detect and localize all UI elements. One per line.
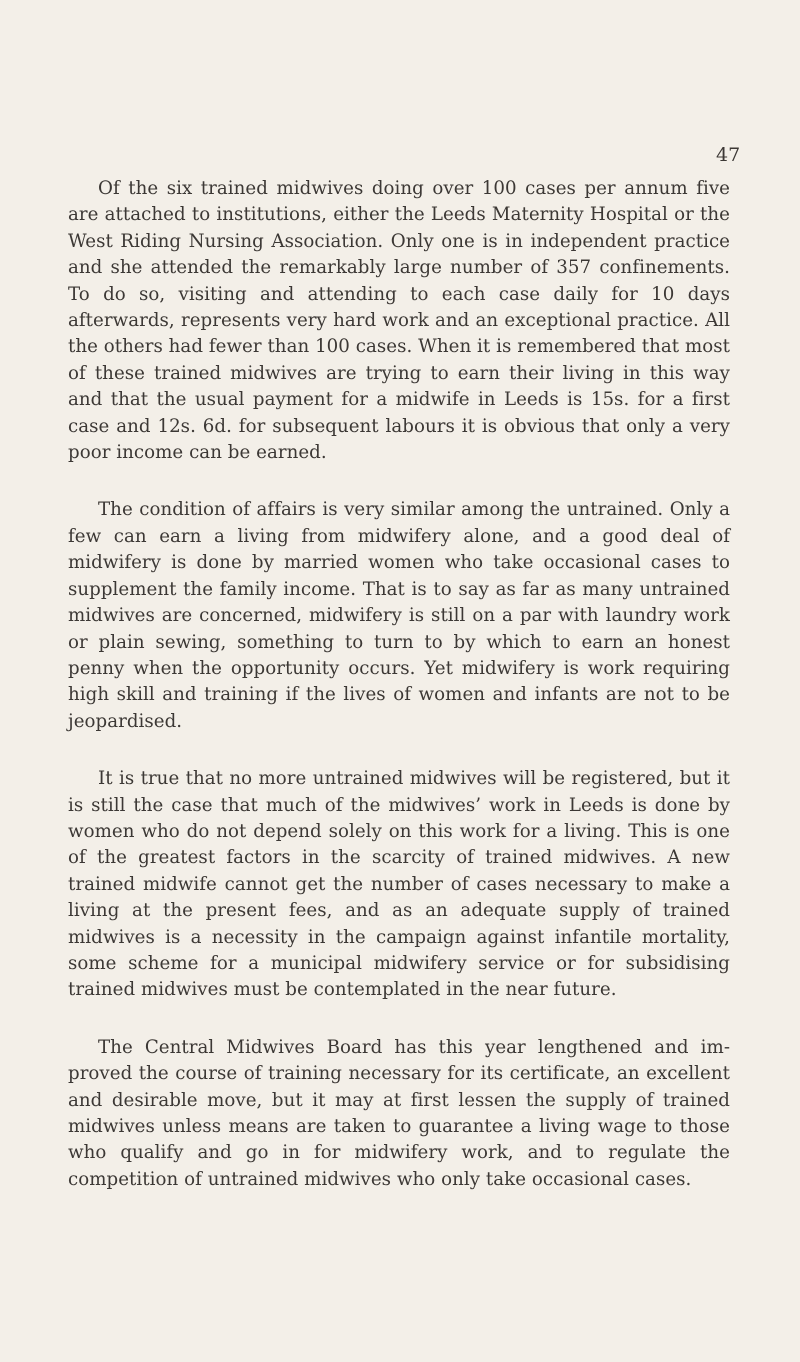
paragraph-4: The Central Midwives Board has this year lengthened and improved the course of training necessary for its certificate, an excellent and desirable move, but it may at first lessen the supply of trained midwives unless means are taken to guarantee a living wage to those who qualify and go in for midwifery work, and to regulate the competition of untrained midwives who only take occasional cases. (68, 1036, 730, 1190)
text-body (68, 176, 730, 1193)
paragraph-3: It is true that no more untrained midwives will be registered, but it is still the case that much of the midwives’ work in Leeds is done by women who do not depend solely on this work for a living. This is one of the greatest factors in the scarcity of trained midwives. A new trained midwife cannot get the number of cases necessary to make a living at the present fees, and as an adequate supply of trained midwives is a necessity in the campaign against infantile mortality, some scheme for a municipal midwifery service or for subsidising trained midwives must be contemplated in the near future. (68, 768, 730, 1001)
page-number: 47 (716, 144, 741, 166)
paragraph-1: Of the six trained midwives doing over 100 cases per annum five are attached to institutions, either the Leeds Maternity Hospital or the West Riding Nursing Association. Only one is in independent practice and she attended the remarkably large number of 357 confinements. To do so, visiting and attending to each case daily for 10 days afterwards, represents very hard work and an exceptional practice. All the others had fewer than 100 cases. When it is remembered that most of these trained midwives are trying to earn their living in this way and that the usual payment for a midwife in Leeds is 15s. for a first case and 12s. 6d. for subsequent labours it is obvious that only a very poor income can be earned. (68, 178, 730, 464)
paragraph-2: The condition of affairs is very similar among the untrained. Only a few can earn a living from midwifery alone, and a good deal of midwifery is done by married women who take occasional cases to supplement the family income. That is to say as far as many untrained midwives are concerned, midwifery is still on a par with laundry work or plain sewing, something to turn to by which to earn an honest penny when the opportunity occurs. Yet midwifery is work requiring high skill and training if the lives of women and infants are not to be jeopardised. (68, 499, 730, 732)
